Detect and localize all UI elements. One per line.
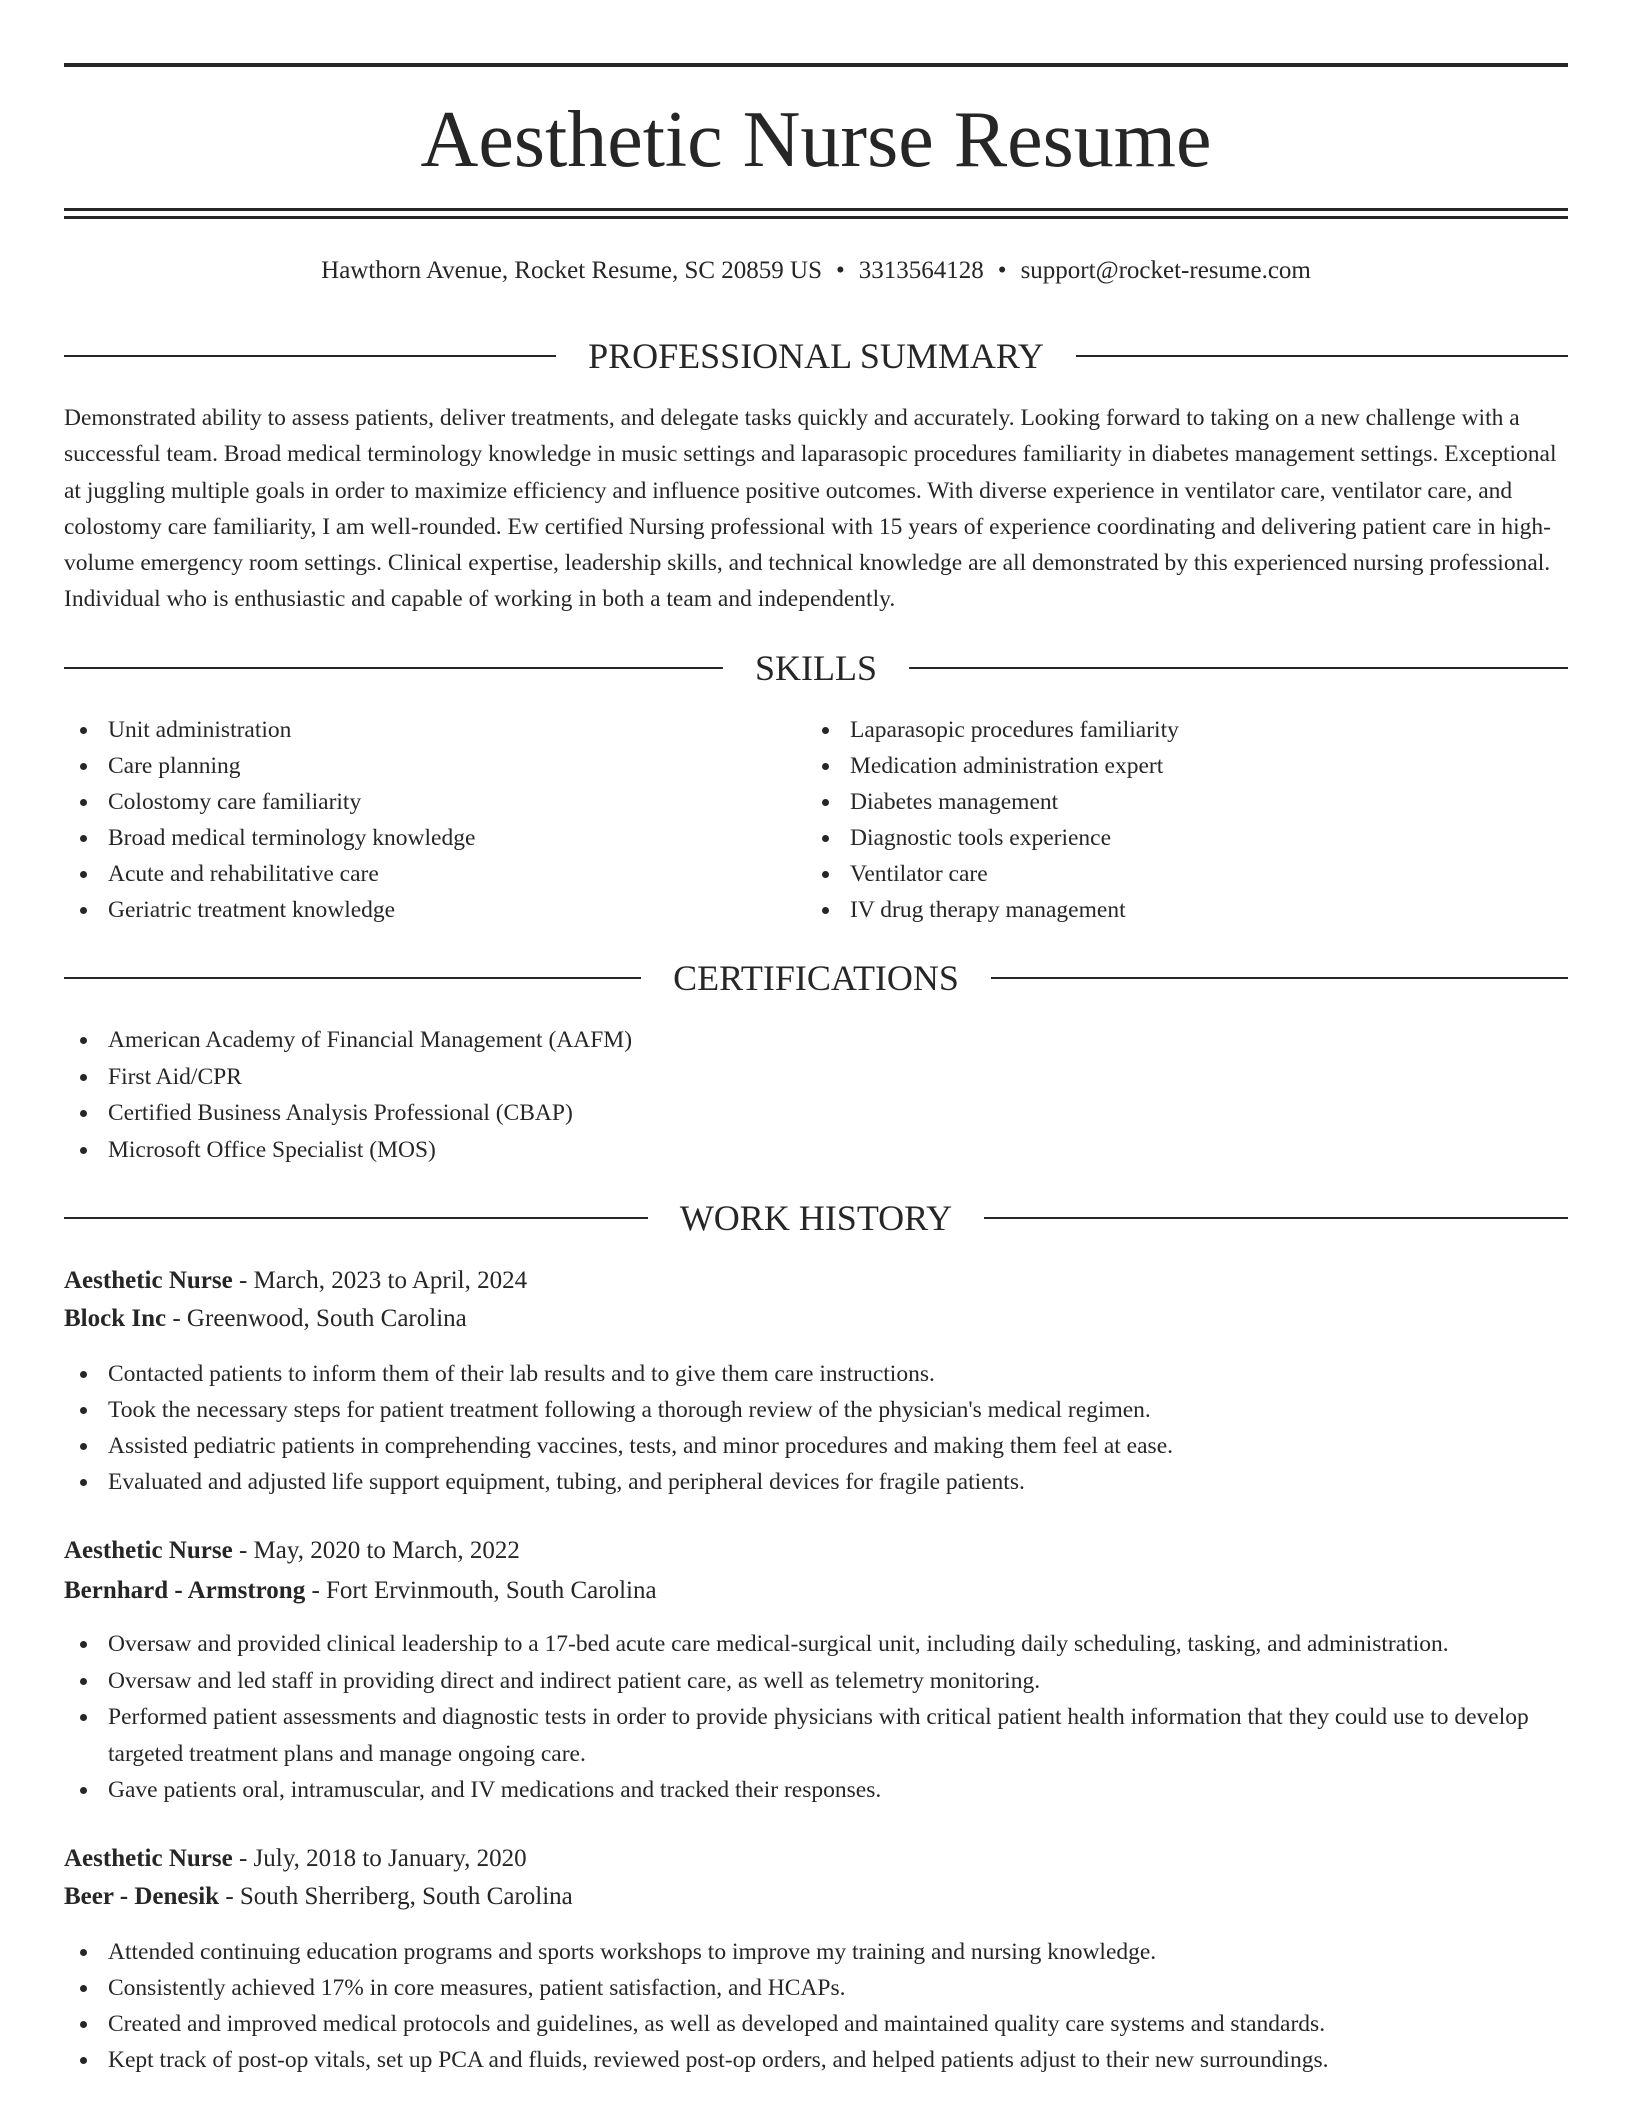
summary-text: Demonstrated ability to assess patients, deliver treatments, and delegate tasks quickly and accurately. Looking forward to taking on a new challenge with a successful team. Broad medical terminology knowledge in music settings and laparasopic procedures familiarity in diabetes management settings. Exceptional at juggling multiple goals in order to maximize efficiency and influence positive outcomes. With diverse experience in ventilator care, ventilator care, and colostomy care familiarity, I am well-rounded. Ew certified Nursing professional with 15 years of experience coordinating and delivering patient care in high-volume emergency room settings. Clinical expertise, leadership skills, and technical knowledge are all demonstrated by this experienced nursing professional. Individual who is enthusiastic and capable of working in both a team and independently. [64, 405, 1557, 613]
header-bottom-rule-1 [64, 208, 1568, 211]
heading-rule [984, 1217, 1568, 1219]
list-item: Laparasopic procedures familiarity [806, 712, 1566, 748]
list-item: Attended continuing education programs and sports workshops to improve my training and nursing knowledge. [64, 1934, 1568, 1970]
list-item: Performed patient assessments and diagnostic tests in order to provide physicians with critical patient health information that they could use to develop targeted treatment plans and manage ongoing care. [64, 1699, 1568, 1772]
heading-rule [64, 1217, 648, 1219]
list-item: Oversaw and provided clinical leadership to a 17-bed acute care medical-surgical unit, including daily scheduling, tasking, and administration. [64, 1626, 1568, 1663]
job-bullets [64, 1356, 1568, 1500]
heading-rule [64, 667, 723, 669]
job-location: - South Sherriberg, South Carolina [219, 1883, 573, 1910]
job-dates: - July, 2018 to January, 2020 [232, 1845, 527, 1872]
section-title: CERTIFICATIONS [673, 958, 959, 998]
job-title-line [64, 1264, 1568, 1298]
job-company: Bernhard - Armstrong [64, 1577, 306, 1604]
job-dates: - May, 2020 to March, 2022 [232, 1537, 520, 1564]
job-company-line [64, 1574, 1568, 1608]
contact-separator: • [997, 257, 1007, 284]
list-item: Created and improved medical protocols and guidelines, as well as developed and maintained quality care systems and standards. [64, 2006, 1568, 2042]
section-title: PROFESSIONAL SUMMARY [588, 336, 1044, 376]
job-company-line [64, 1302, 1568, 1336]
job-location: - Greenwood, South Carolina [166, 1305, 467, 1332]
list-item: Contacted patients to inform them of their lab results and to give them care instructions. [64, 1356, 1568, 1392]
job-title: Aesthetic Nurse [64, 1267, 233, 1294]
header-top-rule [64, 63, 1568, 67]
certifications-list [64, 1022, 1568, 1168]
heading-rule [1076, 355, 1568, 357]
list-item: Care planning [64, 748, 804, 784]
list-item: IV drug therapy management [806, 892, 1566, 928]
list-item: American Academy of Financial Management (AAFM) [64, 1022, 1568, 1059]
heading-rule [64, 355, 556, 357]
job-company-line [64, 1880, 1568, 1914]
header-bottom-rule-2 [64, 216, 1568, 219]
list-item: Diagnostic tools experience [806, 820, 1566, 856]
list-item: Evaluated and adjusted life support equipment, tubing, and peripheral devices for fragile patients. [64, 1464, 1568, 1500]
job-bullets [64, 1934, 1568, 2078]
skills-list-right [806, 712, 1566, 928]
job-company: Beer - Denesik [64, 1883, 220, 1910]
job-dates: - March, 2023 to April, 2024 [232, 1267, 528, 1294]
contact-email: support@rocket-resume.com [1020, 257, 1311, 284]
heading-rule [64, 977, 641, 979]
skills-list-left [64, 712, 804, 928]
list-item: Gave patients oral, intramuscular, and IV medications and tracked their responses. [64, 1772, 1568, 1809]
section-title: SKILLS [755, 648, 878, 688]
job-location: - Fort Ervinmouth, South Carolina [305, 1577, 657, 1604]
heading-rule [909, 667, 1568, 669]
section-heading-work-history [64, 1196, 1568, 1240]
job-title: Aesthetic Nurse [64, 1537, 233, 1564]
contact-phone: 3313564128 [858, 257, 984, 284]
section-title: WORK HISTORY [679, 1198, 953, 1238]
list-item: Certified Business Analysis Professional (CBAP) [64, 1095, 1568, 1132]
list-item: Took the necessary steps for patient treatment following a thorough review of the physician's medical regimen. [64, 1392, 1568, 1428]
contact-address: Hawthorn Avenue, Rocket Resume, SC 20859 US [321, 257, 823, 284]
list-item: Oversaw and led staff in providing direct and indirect patient care, as well as telemetry monitoring. [64, 1663, 1568, 1700]
list-item: Consistently achieved 17% in core measures, patient satisfaction, and HCAPs. [64, 1970, 1568, 2006]
job-title: Aesthetic Nurse [64, 1845, 233, 1872]
list-item: Acute and rehabilitative care [64, 856, 804, 892]
list-item: Microsoft Office Specialist (MOS) [64, 1132, 1568, 1169]
list-item: Medication administration expert [806, 748, 1566, 784]
list-item: Colostomy care familiarity [64, 784, 804, 820]
list-item: First Aid/CPR [64, 1059, 1568, 1096]
job-bullets [64, 1626, 1568, 1809]
job-title-line [64, 1534, 1568, 1568]
job-company: Block Inc [64, 1305, 167, 1332]
list-item: Unit administration [64, 712, 804, 748]
list-item: Geriatric treatment knowledge [64, 892, 804, 928]
contact-line [64, 255, 1568, 287]
contact-separator: • [836, 257, 845, 284]
page-title: Aesthetic Nurse Resume [420, 96, 1212, 184]
job-title-line [64, 1842, 1568, 1876]
list-item: Kept track of post-op vitals, set up PCA and fluids, reviewed post-op orders, and helped patients adjust to their new surroundings. [64, 2042, 1568, 2078]
section-heading-summary [64, 334, 1568, 378]
section-heading-certifications [64, 956, 1568, 1000]
heading-rule [991, 977, 1568, 979]
list-item: Diabetes management [806, 784, 1566, 820]
list-item: Ventilator care [806, 856, 1566, 892]
section-heading-skills [64, 646, 1568, 690]
list-item: Assisted pediatric patients in comprehending vaccines, tests, and minor procedures and making them feel at ease. [64, 1428, 1568, 1464]
list-item: Broad medical terminology knowledge [64, 820, 804, 856]
